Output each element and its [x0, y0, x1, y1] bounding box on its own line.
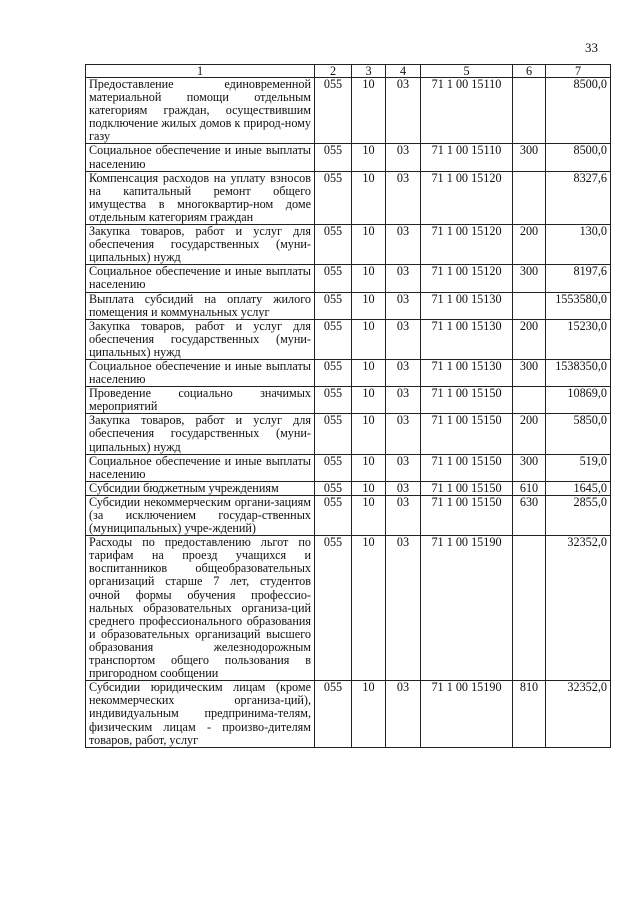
- cell-section: 10: [352, 144, 386, 171]
- cell-name: Компенсация расходов на уплату взносов на капитальный ремонт общего имущества в многоквартир-ном доме отдельным категориям граждан: [86, 171, 315, 224]
- cell-name: Субсидии юридическим лицам (кроме некоммерческих организа-ций), индивидуальным предпринима-телям, физическим лицам - произво-дителям товаров, работ, услуг: [86, 681, 315, 747]
- cell-subsection: 03: [386, 225, 421, 265]
- cell-ministry-code: 055: [315, 292, 352, 319]
- table-row: [86, 387, 611, 414]
- cell-subsection: 03: [386, 387, 421, 414]
- cell-name: Субсидии бюджетным учреждениям: [86, 481, 315, 495]
- header-cell: 7: [546, 65, 611, 78]
- table-row: [86, 495, 611, 535]
- header-cell: 5: [421, 65, 513, 78]
- cell-ministry-code: 055: [315, 144, 352, 171]
- cell-target-article: 71 1 00 15110: [421, 144, 513, 171]
- cell-amount: 32352,0: [546, 681, 611, 747]
- cell-amount: 15230,0: [546, 319, 611, 359]
- cell-expense-type: [513, 292, 546, 319]
- cell-expense-type: 300: [513, 359, 546, 386]
- cell-amount: 1538350,0: [546, 359, 611, 386]
- cell-expense-type: [513, 171, 546, 224]
- cell-target-article: 71 1 00 15130: [421, 319, 513, 359]
- table-row: [86, 171, 611, 224]
- header-cell: 6: [513, 65, 546, 78]
- cell-target-article: 71 1 00 15120: [421, 265, 513, 292]
- cell-ministry-code: 055: [315, 319, 352, 359]
- cell-amount: 8327,6: [546, 171, 611, 224]
- cell-ministry-code: 055: [315, 414, 352, 454]
- cell-ministry-code: 055: [315, 681, 352, 747]
- cell-target-article: 71 1 00 15130: [421, 292, 513, 319]
- cell-target-article: 71 1 00 15130: [421, 359, 513, 386]
- table-row: [86, 536, 611, 681]
- cell-target-article: 71 1 00 15150: [421, 414, 513, 454]
- cell-amount: 519,0: [546, 454, 611, 481]
- cell-amount: 32352,0: [546, 536, 611, 681]
- cell-name: Социальное обеспечение и иные выплаты населению: [86, 265, 315, 292]
- cell-expense-type: 200: [513, 225, 546, 265]
- cell-section: 10: [352, 292, 386, 319]
- cell-target-article: 71 1 00 15110: [421, 78, 513, 144]
- cell-target-article: 71 1 00 15150: [421, 481, 513, 495]
- cell-section: 10: [352, 495, 386, 535]
- cell-subsection: 03: [386, 78, 421, 144]
- cell-name: Субсидии некоммерческим органи-зациям (за исключением государ-ственных (муниципальных) учре-ждений): [86, 495, 315, 535]
- cell-section: 10: [352, 319, 386, 359]
- cell-subsection: 03: [386, 681, 421, 747]
- cell-target-article: 71 1 00 15120: [421, 225, 513, 265]
- cell-subsection: 03: [386, 144, 421, 171]
- cell-ministry-code: 055: [315, 387, 352, 414]
- cell-expense-type: 810: [513, 681, 546, 747]
- cell-ministry-code: 055: [315, 78, 352, 144]
- table-row: [86, 681, 611, 747]
- cell-expense-type: [513, 78, 546, 144]
- page-number: 33: [585, 40, 598, 55]
- cell-target-article: 71 1 00 15190: [421, 681, 513, 747]
- cell-subsection: 03: [386, 536, 421, 681]
- table-row: [86, 292, 611, 319]
- header-cell: 3: [352, 65, 386, 78]
- cell-section: 10: [352, 359, 386, 386]
- cell-section: 10: [352, 454, 386, 481]
- cell-ministry-code: 055: [315, 225, 352, 265]
- cell-expense-type: 610: [513, 481, 546, 495]
- cell-section: 10: [352, 171, 386, 224]
- cell-expense-type: 200: [513, 319, 546, 359]
- cell-section: 10: [352, 536, 386, 681]
- cell-target-article: 71 1 00 15190: [421, 536, 513, 681]
- budget-table: [85, 64, 611, 748]
- cell-target-article: 71 1 00 15120: [421, 171, 513, 224]
- cell-amount: 130,0: [546, 225, 611, 265]
- cell-subsection: 03: [386, 414, 421, 454]
- cell-subsection: 03: [386, 481, 421, 495]
- cell-expense-type: 200: [513, 414, 546, 454]
- cell-target-article: 71 1 00 15150: [421, 387, 513, 414]
- cell-ministry-code: 055: [315, 454, 352, 481]
- cell-name: Проведение социально значимых мероприятий: [86, 387, 315, 414]
- cell-expense-type: 300: [513, 265, 546, 292]
- header-cell: 1: [86, 65, 315, 78]
- table-row: [86, 144, 611, 171]
- cell-ministry-code: 055: [315, 536, 352, 681]
- cell-name: Закупка товаров, работ и услуг для обеспечения государственных (муни-ципальных) нужд: [86, 225, 315, 265]
- header-row: [86, 65, 611, 78]
- header-cell: 4: [386, 65, 421, 78]
- cell-name: Социальное обеспечение и иные выплаты населению: [86, 454, 315, 481]
- cell-subsection: 03: [386, 454, 421, 481]
- cell-ministry-code: 055: [315, 481, 352, 495]
- table-row: [86, 78, 611, 144]
- cell-amount: 8197,6: [546, 265, 611, 292]
- cell-section: 10: [352, 681, 386, 747]
- cell-name: Расходы по предоставлению льгот по тарифам на проезд учащихся и воспитанников общеобразовательных организаций старше 7 лет, студентов очной формы обучения профессио-нальных образовательных организа-ций среднего профессионального образования и образовательных организаций высшего образования железнодорожным транспортом общего пользования в пригородном сообщении: [86, 536, 315, 681]
- table-row: [86, 481, 611, 495]
- cell-subsection: 03: [386, 319, 421, 359]
- cell-expense-type: 300: [513, 454, 546, 481]
- cell-subsection: 03: [386, 171, 421, 224]
- cell-amount: 2855,0: [546, 495, 611, 535]
- cell-name: Закупка товаров, работ и услуг для обеспечения государственных (муни-ципальных) нужд: [86, 414, 315, 454]
- table-row: [86, 265, 611, 292]
- table-body: [86, 78, 611, 748]
- cell-ministry-code: 055: [315, 265, 352, 292]
- table-row: [86, 319, 611, 359]
- cell-amount: 1645,0: [546, 481, 611, 495]
- cell-name: Социальное обеспечение и иные выплаты населению: [86, 144, 315, 171]
- cell-section: 10: [352, 225, 386, 265]
- header-cell: 2: [315, 65, 352, 78]
- cell-expense-type: [513, 387, 546, 414]
- cell-ministry-code: 055: [315, 495, 352, 535]
- cell-amount: 10869,0: [546, 387, 611, 414]
- cell-section: 10: [352, 78, 386, 144]
- cell-amount: 5850,0: [546, 414, 611, 454]
- cell-subsection: 03: [386, 265, 421, 292]
- cell-section: 10: [352, 265, 386, 292]
- table-row: [86, 454, 611, 481]
- cell-expense-type: 630: [513, 495, 546, 535]
- cell-subsection: 03: [386, 495, 421, 535]
- cell-amount: 1553580,0: [546, 292, 611, 319]
- cell-subsection: 03: [386, 359, 421, 386]
- cell-ministry-code: 055: [315, 359, 352, 386]
- cell-expense-type: [513, 536, 546, 681]
- cell-section: 10: [352, 414, 386, 454]
- cell-amount: 8500,0: [546, 78, 611, 144]
- cell-target-article: 71 1 00 15150: [421, 454, 513, 481]
- table-row: [86, 414, 611, 454]
- table-row: [86, 225, 611, 265]
- cell-amount: 8500,0: [546, 144, 611, 171]
- cell-name: Предоставление единовременной материальной помощи отдельным категориям граждан, осуществившим подключение жилых домов к природ-ному газу: [86, 78, 315, 144]
- cell-name: Выплата субсидий на оплату жилого помещения и коммунальных услуг: [86, 292, 315, 319]
- cell-subsection: 03: [386, 292, 421, 319]
- table-row: [86, 359, 611, 386]
- cell-section: 10: [352, 387, 386, 414]
- cell-ministry-code: 055: [315, 171, 352, 224]
- cell-target-article: 71 1 00 15150: [421, 495, 513, 535]
- cell-name: Социальное обеспечение и иные выплаты населению: [86, 359, 315, 386]
- cell-section: 10: [352, 481, 386, 495]
- cell-name: Закупка товаров, работ и услуг для обеспечения государственных (муни-ципальных) нужд: [86, 319, 315, 359]
- cell-expense-type: 300: [513, 144, 546, 171]
